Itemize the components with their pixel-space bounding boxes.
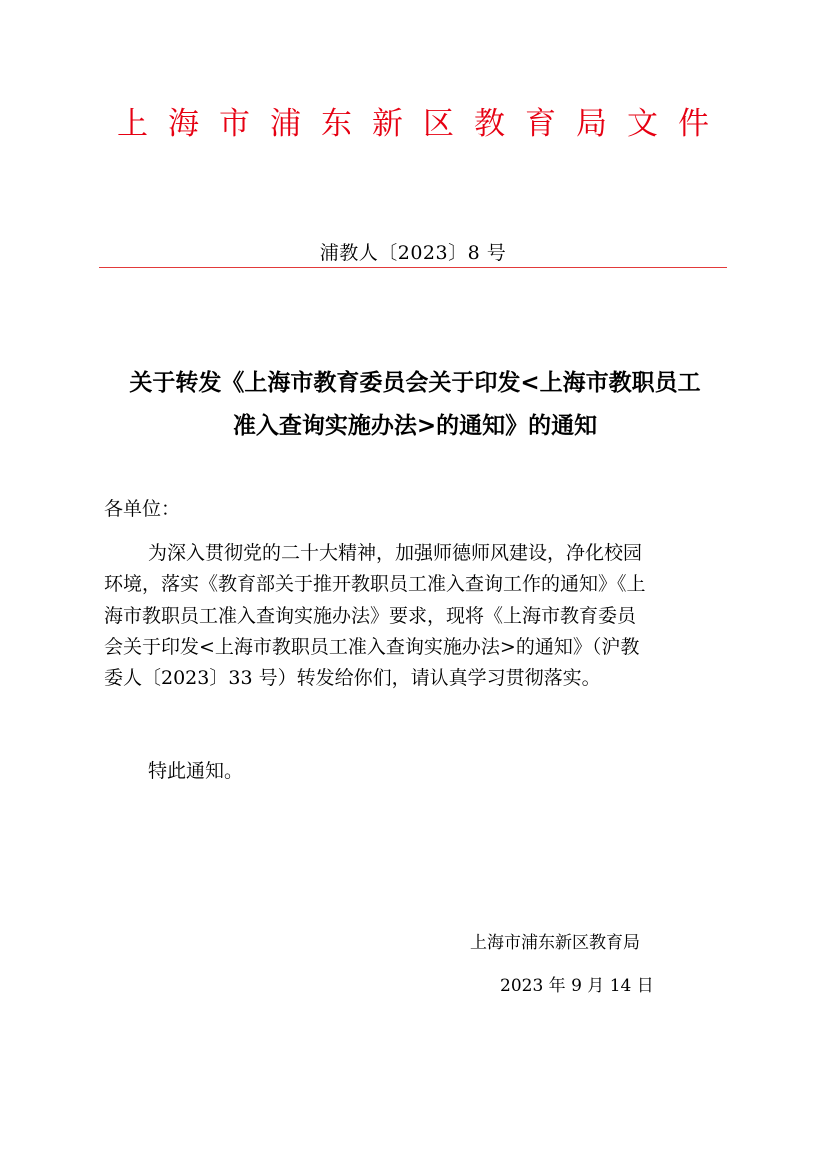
body-line: 会关于印发<上海市教职员工准入查询实施办法>的通知》（沪教 [104, 635, 640, 658]
issue-date: 2023 年 9 月 14 日 [500, 976, 654, 996]
body-paragraph [104, 538, 728, 694]
body-line: 委人〔2023〕33 号）转发给你们，请认真学习贯彻落实。 [104, 667, 601, 690]
document-header-title: 上海市浦东新区教育局文件 [117, 106, 729, 142]
body-line: 环境，落实《教育部关于推开教职员工准入查询工作的通知》《上 [104, 573, 646, 596]
issuing-authority: 上海市浦东新区教育局 [470, 933, 640, 953]
closing-remark: 特此通知。 [148, 760, 244, 782]
body-line: 海市教职员工准入查询实施办法》要求，现将《上海市教育委员 [104, 604, 637, 627]
body-line: 为深入贯彻党的二十大精神，加强师德师风建设，净化校园 [148, 542, 643, 564]
document-title-line-1: 关于转发《上海市教育委员会关于印发<上海市教职员工 [129, 370, 701, 396]
document-title-line-2: 准入查询实施办法>的通知》的通知 [232, 413, 598, 439]
document-title [90, 362, 740, 448]
header-divider-line [99, 267, 727, 268]
document-number: 浦教人〔2023〕8 号 [319, 242, 507, 264]
salutation: 各单位： [104, 498, 181, 520]
